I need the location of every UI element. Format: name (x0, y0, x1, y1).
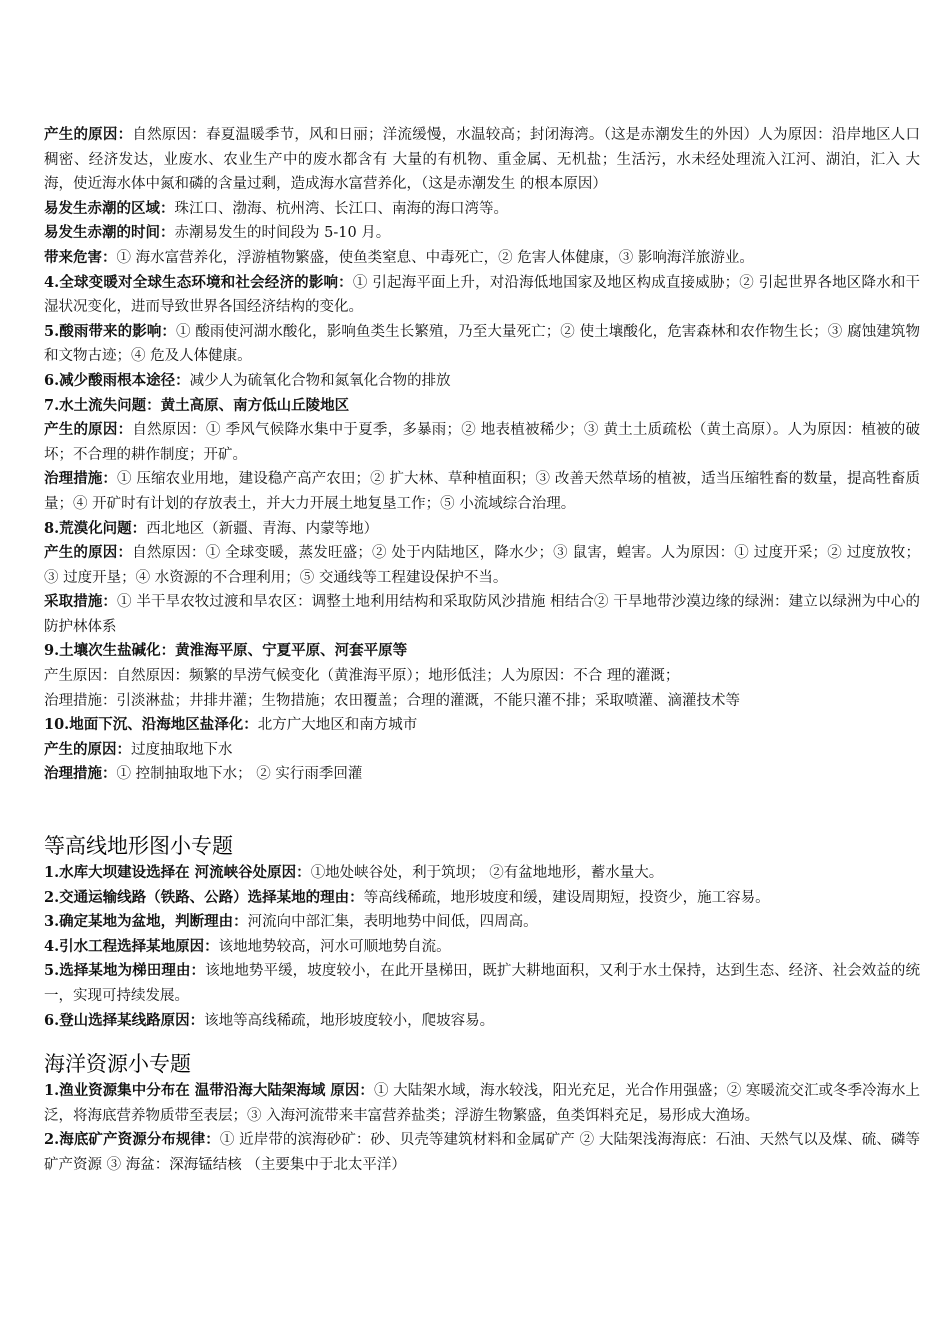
paragraph-text: ① 近岸带的滨海砂矿：砂、贝壳等建筑材料和金属矿产 ② 大陆架浅海海底：石油、天然气以及煤、硫、磷等矿产资源 ③ 海盆：深海锰结核 （主要集中于北太平洋） (44, 1132, 920, 1173)
paragraph-subsidence-heading (44, 713, 920, 738)
paragraph-reservoir-dam (44, 861, 920, 886)
paragraph-text: 自然原因：春夏温暖季节，风和日丽；洋流缓慢，水温较高；封闭海湾。（这是赤潮发生的外因）人为原因：沿岸地区人口稠密、经济发达，业废水、农业生产中的废水都含有 大量的有机物、重金属、无机盐；生活污，水未经处理流入江河、湖泊，汇入 大海，使近海水体中氮和磷的含量过剩，造成海水富营养化，（这是赤潮发生 的根本原因） (44, 127, 921, 193)
paragraph-acid-rain-effects (44, 320, 920, 369)
paragraph-label: 产生的原因： (44, 740, 131, 758)
paragraph-subsidence-causes (44, 738, 920, 763)
paragraph-label: 1.渔业资源集中分布在 温带沿海大陆架海域 原因： (44, 1082, 374, 1100)
paragraph-terraces (44, 959, 920, 1008)
paragraph-acid-rain-reduction (44, 369, 920, 394)
paragraph-text: 该地地势较高，河水可顺地势自流。 (218, 938, 451, 955)
paragraph-text: 珠江口、渤海、杭州湾、长江口、南海的海口湾等。 (174, 200, 508, 217)
paragraph-label: 带来危害： (44, 248, 117, 266)
paragraph-red-tide-causes (44, 123, 920, 197)
paragraph-text: 等高线稀疏，地形坡度和缓，建设周期短，投资少，施工容易。 (363, 889, 770, 906)
paragraph-text: 河流向中部汇集，表明地势中间低，四周高。 (247, 914, 538, 931)
section-title-contour: 等高线地形图小专题 (44, 834, 233, 859)
paragraph-label: 5.酸雨带来的影响： (44, 322, 177, 340)
section-spacer (44, 1033, 920, 1049)
paragraph-label: 易发生赤潮的时间： (44, 224, 175, 242)
paragraph-label: 采取措施： (44, 593, 118, 611)
paragraph-basin (44, 910, 920, 935)
paragraph-label: 产生的原因： (44, 421, 133, 439)
paragraph-label: 6.减少酸雨根本途径： (44, 371, 190, 389)
paragraph-label: 8.荒漠化问题： (44, 519, 147, 537)
paragraph-text: ① 大陆架水域，海水较浅，阳光充足，光合作用强盛；② 寒暖流交汇或冬季冷海水上泛，将海底营养物质带至表层；③ 入海河流带来丰富营养盐类；浮游生物繁盛，鱼类饵料充足，易形成大渔场。 (44, 1083, 921, 1124)
paragraph-text: 治理措施：引淡淋盐；井排井灌；生物措施；农田覆盖；合理的灌溉，不能只灌不排；采取喷灌、滴灌技术等 (44, 692, 740, 709)
paragraph-subsidence-measures (44, 762, 920, 787)
paragraph-red-tide-regions (44, 197, 920, 222)
paragraph-text: 西北地区（新疆、青海、内蒙等地） (146, 520, 379, 537)
paragraph-text: 该地地势平缓，坡度较小，在此开垦梯田，既扩大耕地面积，又利于水土保持，达到生态、经济、社会效益的统一，实现可持续发展。 (44, 963, 920, 1004)
paragraph-fishery-resources (44, 1079, 920, 1128)
paragraph-label: 易发生赤潮的区域： (44, 199, 175, 217)
paragraph-salinization-measures (44, 689, 920, 714)
paragraph-transport-route (44, 886, 920, 911)
paragraph-label: 2.海底矿产资源分布规律： (44, 1131, 220, 1149)
section-title-ocean-resources: 海洋资源小专题 (44, 1052, 191, 1077)
paragraph-label: 产生的原因： (44, 544, 133, 562)
paragraph-label: 2.交通运输线路（铁路、公路）选择某地的理由： (44, 888, 364, 906)
paragraph-text: 北方广大地区和南方城市 (257, 717, 418, 734)
paragraph-soil-erosion-causes (44, 418, 920, 467)
paragraph-desertification-causes (44, 541, 920, 590)
paragraph-global-warming (44, 271, 920, 320)
paragraph-salinization-causes (44, 664, 920, 689)
paragraph-text: 该地等高线稀疏，地形坡度较小，爬坡容易。 (204, 1012, 495, 1029)
paragraph-label: 产生的原因： (44, 126, 133, 143)
paragraph-text: 自然原因：① 季风气候降水集中于夏季，多暴雨；② 地表植被稀少；③ 黄土土质疏松（黄土高原）。人为原因：植被的破坏；不合理的耕作制度；开矿。 (44, 422, 921, 463)
paragraph-soil-erosion-measures (44, 467, 920, 516)
paragraph-label: 4.引水工程选择某地原因： (44, 937, 219, 955)
paragraph-water-diversion (44, 935, 920, 960)
paragraph-label: 3.确定某地为盆地，判断理由： (44, 913, 248, 931)
paragraph-text: ①地处峡谷处，利于筑坝； ②有盆地地形，蓄水量大。 (310, 865, 664, 882)
paragraph-label: 1.水库大坝建设选择在 河流峡谷处原因： (44, 864, 311, 882)
paragraph-desertification-heading (44, 517, 920, 542)
paragraph-label: 9.土壤次生盐碱化：黄淮海平原、宁夏平原、河套平原等 (44, 642, 408, 660)
paragraph-desertification-measures (44, 590, 920, 639)
paragraph-seabed-minerals (44, 1128, 920, 1177)
paragraph-text: 减少人为硫氧化合物和氮氧化合物的排放 (189, 372, 451, 389)
paragraph-label: 治理措施： (44, 470, 118, 488)
paragraph-text: ① 引起海平面上升，对沿海低地国家及地区构成直接威胁；② 引起世界各地区降水和干湿状况变化，进而导致世界各国经济结构的变化。 (44, 274, 921, 316)
paragraph-text: ① 海水富营养化，浮游植物繁盛，使鱼类窒息、中毒死亡，② 危害人体健康，③ 影响海洋旅游业。 (116, 249, 754, 266)
paragraph-soil-erosion-heading (44, 394, 920, 419)
paragraph-text: 过度抽取地下水 (131, 741, 233, 758)
paragraph-text: ① 控制抽取地下水； ② 实行雨季回灌 (116, 766, 363, 783)
paragraph-label: 6.登山选择某线路原因： (44, 1011, 205, 1029)
paragraph-label: 治理措施： (44, 765, 117, 783)
paragraph-text: 自然原因：① 全球变暖，蒸发旺盛；② 处于内陆地区，降水少；③ 鼠害，蝗害。人为原因：① 过度开采；② 过度放牧；③ 过度开垦；④ 水资源的不合理利用；⑤ 交通线等工程建设保护不当。 (44, 545, 920, 586)
section-spacer (44, 787, 920, 831)
paragraph-label: 4.全球变暖对全球生态环境和社会经济的影响： (44, 273, 353, 291)
paragraph-label: 7.水土流失问题：黄土高原、南方低山丘陵地区 (44, 396, 350, 414)
paragraph-label: 10.地面下沉、沿海地区盐泽化： (44, 716, 258, 734)
paragraph-text: 赤潮易发生的时间段为 5-10 月。 (174, 225, 391, 242)
paragraph-text: ① 酸雨使河湖水酸化，影响鱼类生长繁殖，乃至大量死亡；② 使土壤酸化，危害森林和农作物生长；③ 腐蚀建筑物和文物古迹；④ 危及人体健康。 (44, 323, 920, 365)
paragraph-red-tide-harm (44, 246, 920, 271)
paragraph-label: 5.选择某地为梯田理由： (44, 962, 206, 980)
paragraph-text: ① 压缩农业用地，建设稳产高产农田；② 扩大林、草种植面积；③ 改善天然草场的植被，适当压缩牲畜的数量，提高牲畜质量；④ 开矿时有计划的存放表土，并大力开展土地复垦工作；⑤ 小流域综合治理。 (44, 471, 920, 512)
paragraph-salinization-heading (44, 639, 920, 664)
document-page (44, 123, 920, 1178)
paragraph-red-tide-time (44, 221, 920, 246)
paragraph-text: 产生原因：自然原因：频繁的旱涝气候变化（黄淮海平原）；地形低洼；人为原因：不合 理的灌溉； (44, 668, 680, 685)
paragraph-climbing-route (44, 1009, 920, 1034)
paragraph-text: ① 半干旱农牧过渡和旱农区：调整土地利用结构和采取防风沙措施 相结合② 干旱地带沙漠边缘的绿洲：建立以绿洲为中心的防护林体系 (44, 594, 920, 635)
